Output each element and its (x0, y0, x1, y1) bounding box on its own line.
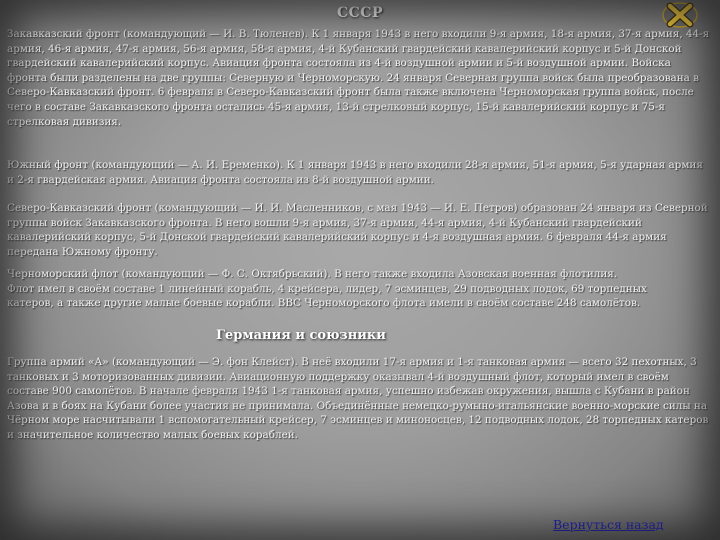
back-link[interactable]: Вернуться назад (553, 517, 664, 532)
close-x-icon (662, 2, 698, 28)
paragraph-southern-front: Южный фронт (командующий — А. И. Еременко). К 1 января 1943 в него входили 28-я армия, 51-я армия, 5-я ударная армия и 2-я гвардейская армия. Авиация фронта состояла из 8-й воздушной армии. (7, 159, 703, 186)
paragraph-army-group-a: Группа армий «А» (командующий — Э. фон Клейст). В неё входили 17-я армия и 1-я танковая армия — всего 32 пехотных, 3 танковых и 3 моторизованных дивизии. Авиационную поддержку оказывал 4-й воздушный флот, который имел в своём составе 900 самолётов. В начале февраля 1943 1-я танковая армия, успешно избежав окружения, вышла с Кубани в район Азова и в боях на Кубани более участия не принимала. Объединённые немецко-румыно-итальянские военно-морские силы на Чёрном море насчитывали 1 вспомогательный крейсер, 7 эсминцев и миноносцев, 12 подводных лодок, 28 торпедных катеров и значительное количество малых боевых кораблей. (7, 356, 709, 441)
paragraph-north-caucasian-front: Северо-Кавказский фронт (командующий — И. И. Масленников, с мая 1943 — И. Е. Петров) образован 24 января из Северной группы войск Закавказского фронта. В него вошли 9-я армия, 37-я армия, 44-я армия, 4-й Кубанский гвардейский кавалерийский корпус, 5-й Донской гвардейский кавалерийский корпус и 4-я воздушная армия. 6 февраля 44-я армия передана Южному фронту. (7, 202, 708, 258)
paragraph-transcaucasian-front: Закавказский фронт (командующий — И. В. Тюленев). К 1 января 1943 в него входили 9-я армия, 18-я армия, 37-я армия, 44-я армия, 46-я армия, 47-я армия, 56-я армия, 58-я армия, 4-й Кубанский гвардейский кавалерийский корпус и 5-й Донской гвардейский кавалерийский корпус. Авиация фронта состояла из 4-й воздушной армии и 5-й воздушной армии. Войска фронта были разделены на две группы: Северную и Черноморскую. 24 января Северная группа войск была преобразована в Северо-Кавказский фронт. 6 февраля в Северо-Кавказский фронт была также включена Черноморская группа войск, после чего в составе Закавказского фронта остались 45-я армия, 13-й стрелковый корпус, 15-й кавалерийский корпус и 75-я стрелковая дивизия. (7, 28, 710, 128)
paragraph-black-sea-fleet: Черноморский флот (командующий — Ф. С. Октябрьский). В него также входила Азовская военная флотилия. Флот имел в своём составе 1 линейный корабль, 4 крейсера, лидер, 7 эсминцев, 29 подводных лодок, 69 торпедных катеров, а также другие малые боевые корабли. ВВС Черноморского флота имели в своём составе 248 самолётов. (7, 268, 647, 310)
close-button[interactable] (662, 2, 698, 28)
slide-title: СССР (337, 5, 383, 21)
section-subtitle-germany: Германия и союзники (216, 328, 386, 343)
